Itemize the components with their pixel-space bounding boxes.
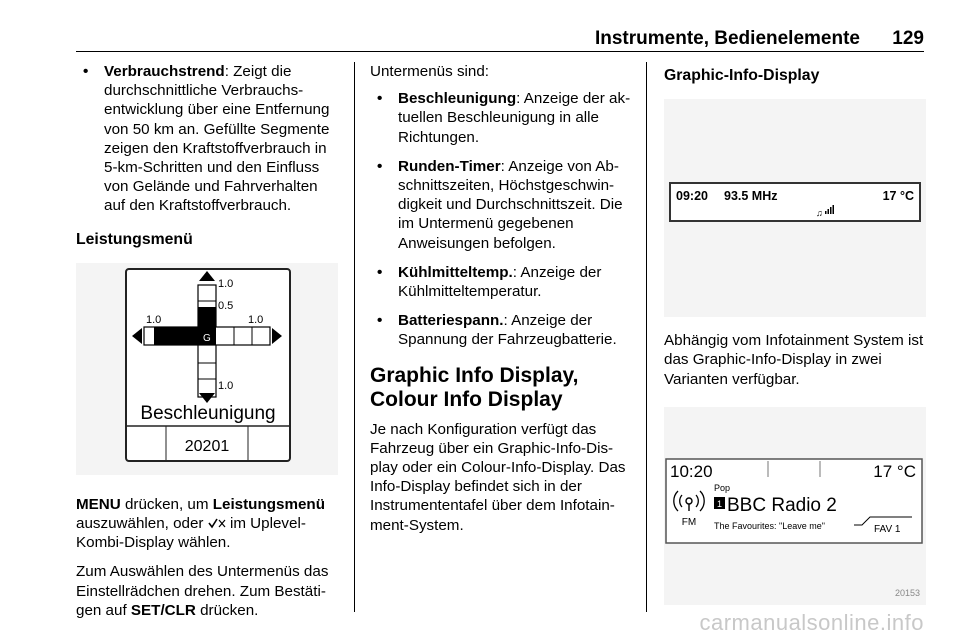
text: drücken. [195,601,259,619]
page-header [76,28,924,52]
info-display-illustration [664,407,926,605]
display-code: 20201 [184,437,230,455]
song-title: The Favourites: "Leave me" [714,520,825,531]
bullet-text: : Anzeige der aktuellen Beschleunigung in alle Richtungen. [398,90,631,146]
program-type: Pop [714,482,731,493]
band-label: FM [681,516,697,528]
bullet-term: Beschleunigung [398,90,517,108]
bullet-term: Batteriespann. [398,312,504,330]
section-heading: Leistungsmenü [76,230,193,248]
display-time: 09:20 [676,189,708,204]
column-2 [370,62,634,545]
list-item [76,62,342,216]
info-display-illustration [664,99,926,317]
keyword: MENU [76,495,121,513]
figure-caption: Beschleunigung [140,402,276,424]
watermark: carmanualsonline.info [699,610,924,635]
bullet-text: : Anzeige von Abschnittszeiten, Höchstgeschwindigkeit und Durchschnittszeit. Die im Untermenü gegebenen Anweisungen befolgen. [398,157,623,252]
paragraph [76,562,342,620]
graphic-info-display-figure-1 [664,99,926,317]
paragraph: Abhängig vom Infotainment System ist das Graphic-Info-Display in zwei Varianten verfügbar. [664,332,924,388]
station-name: BBC Radio 2 [727,494,837,516]
scale-label: 1.0 [218,379,234,392]
page-number: 129 [892,28,924,49]
display-temperature: 17 °C [873,461,916,481]
text: drücken, um [120,495,213,513]
bullet-text: : Anzeige der Spannung der Fahrzeugbatterie. [398,312,617,349]
text: im Uplevel-Kombi-Display wählen. [76,515,306,552]
list-item [370,311,634,349]
acceleration-display-illustration [76,263,338,475]
column-divider [646,62,647,612]
svg-text:♫: ♫ [816,208,823,219]
column-3 [664,62,930,625]
scale-label: 1.0 [146,313,162,326]
list-item [370,89,634,147]
bullet-term: Kühlmitteltemp. [398,263,513,281]
column-divider [354,62,355,612]
paragraph: Je nach Konfiguration verfügt das Fahrzeug über ein Graphic-Info-Display oder ein Colour-Info-Display. Das Info-Display befindet sich in der Instrumententafel über dem Infotainment-System. [370,420,626,534]
favourite-label: FAV 1 [874,523,901,535]
list-item [370,157,634,253]
section-heading: Graphic Info Display, Colour Info Display [370,363,579,411]
check-cross-icon [208,517,226,529]
preset-number: 1 [716,498,723,509]
scale-label: 1.0 [248,313,264,326]
display-time: 10:20 [670,461,713,481]
scale-label: 0.5 [218,299,234,312]
bullet-text: : Zeigt die durchschnittliche Verbrauchsentwicklung über eine Entfernung von 50 km an. Gefüllte Segmente zeigen den Kraftstoffverbrauch in 5-km-Schritten und den Einfluss von Gelände und Fahrverhalten auf den Kraftstoffverbrauch. [104,63,330,215]
section-title: Instrumente, Bedienelemente [594,28,860,49]
bullet-term: Runden-Timer [398,157,501,175]
text: Zum Auswählen des Untermenüs das Einstellrädchen drehen. Zum Bestätigen auf [76,563,329,619]
bullet-term: Verbrauchstrend [104,63,225,80]
keyword: Leistungsmenü [212,495,325,513]
submenu-intro: Untermenüs sind: [370,63,490,80]
g-label: G [203,332,211,344]
keyword: SET/CLR [130,601,196,619]
scale-label: 1.0 [218,277,234,290]
column-1 [76,62,342,630]
section-heading: Graphic-Info-Display [664,67,820,84]
performance-menu-figure [76,263,338,475]
bullet-text: : Anzeige der Kühlmitteltemperatur. [398,263,602,301]
list-item [370,263,634,301]
graphic-info-display-figure-2 [664,407,926,605]
paragraph [76,495,342,553]
display-temperature: 17 °C [882,189,914,204]
figure-number: 20153 [894,587,920,598]
text: auszuwählen, oder [76,515,208,533]
display-frequency: 93.5 MHz [724,189,778,204]
